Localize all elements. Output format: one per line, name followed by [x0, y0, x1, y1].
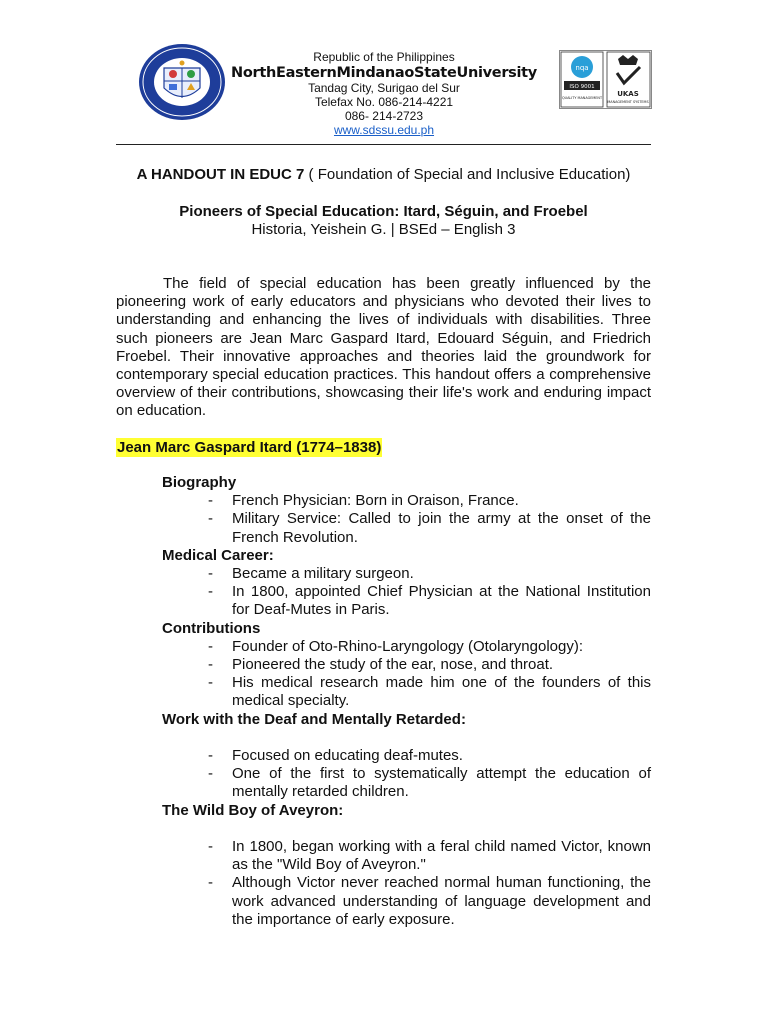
dash-bullet: - — [208, 492, 213, 510]
list-item — [162, 656, 651, 674]
list-item-text: Although Victor never reached normal human functioning, the work advanced understanding of language development and the importance of early exposure. — [232, 874, 651, 928]
dash-bullet: - — [208, 510, 213, 528]
cert-ukas-text: UKAS — [617, 90, 639, 98]
list-item-text: Focused on educating deaf-mutes. — [232, 747, 463, 765]
list-item-text: Founder of Oto-Rhino-Laryngology (Otolaryngology): — [232, 637, 584, 655]
handout-title-subject: ( Foundation of Special and Inclusive Education) — [304, 166, 631, 183]
university-seal-logo — [138, 43, 226, 121]
dash-bullet: - — [208, 656, 213, 674]
handout-title-bold: A HANDOUT IN EDUC 7 — [136, 166, 305, 183]
header-divider — [116, 144, 651, 145]
list-item-text: In 1800, began working with a feral child named Victor, known as the "Wild Boy of Aveyron." — [232, 838, 651, 874]
deaf-work-heading: Work with the Deaf and Mentally Retarded: — [162, 710, 466, 728]
header-country: Republic of the Philippines — [313, 50, 455, 64]
dash-bullet: - — [208, 637, 213, 655]
cert-nqa-text: nqa — [575, 64, 589, 72]
dash-bullet: - — [208, 565, 213, 583]
dash-bullet: - — [208, 583, 213, 601]
biography-list — [162, 492, 651, 547]
list-item — [162, 874, 651, 929]
list-item-text: Military Service: Called to join the army at the onset of the French Revolution. — [232, 510, 651, 546]
dash-bullet: - — [208, 874, 213, 892]
section-heading-itard: Jean Marc Gaspard Itard (1774–1838) — [117, 439, 382, 456]
list-item — [162, 583, 651, 619]
website-link[interactable]: www.sdssu.edu.ph — [333, 123, 435, 137]
list-item — [162, 838, 651, 874]
dash-bullet: - — [208, 747, 213, 765]
dash-bullet: - — [208, 765, 213, 783]
header-telefax-2: 086- 214-2723 — [344, 109, 424, 123]
handout-author: Historia, Yeishein G. | BSEd – English 3 — [251, 221, 516, 238]
list-item — [162, 638, 651, 656]
handout-topic: Pioneers of Special Education: Itard, Séguin, and Froebel — [179, 203, 588, 220]
wild-boy-heading: The Wild Boy of Aveyron: — [162, 801, 344, 819]
header-telefax: Telefax No. 086-214-4221 — [314, 95, 454, 109]
cert-quality-text: QUALITY MANAGEMENT — [561, 96, 603, 100]
list-item-text: In 1800, appointed Chief Physician at the National Institution for Deaf-Mutes in Paris. — [232, 583, 651, 619]
itard-outline — [162, 474, 651, 929]
medical-career-heading: Medical Career: — [162, 546, 274, 564]
list-item — [162, 765, 651, 801]
list-item — [162, 747, 651, 765]
list-item — [162, 674, 651, 710]
cert-iso-text: ISO 9001 — [569, 84, 595, 90]
list-item-text: French Physician: Born in Oraison, France. — [232, 492, 519, 510]
wild-boy-list — [162, 838, 651, 929]
handout-title — [116, 166, 651, 183]
list-item — [162, 510, 651, 546]
list-item-text: His medical research made him one of the founders of this medical specialty. — [232, 674, 651, 710]
list-item-text: Pioneered the study of the ear, nose, and throat. — [232, 656, 554, 674]
list-item-text: One of the first to systematically attempt the education of mentally retarded children. — [232, 765, 651, 801]
dash-bullet: - — [208, 838, 213, 856]
biography-heading: Biography — [162, 474, 237, 491]
list-item-text: Became a military surgeon. — [232, 565, 414, 583]
list-item — [162, 492, 651, 510]
certification-badges-logo — [559, 50, 652, 109]
university-name: NorthEasternMindanaoStateUniversity — [231, 65, 537, 81]
cert-mgmt-text: MANAGEMENT SYSTEMS — [607, 100, 649, 104]
medical-career-list — [162, 565, 651, 620]
contributions-heading: Contributions — [162, 619, 261, 637]
intro-paragraph: The field of special education has been greatly influenced by the pioneering work of early educators and physicians who devoted their lives to understanding and enhancing the lives of individuals with disabilities. Three such pioneers are Jean Marc Gaspard Itard, Edouard Séguin, and Friedrich Froebel. Their innovative approaches and theories laid the groundwork for contemporary special education practices. This handout offers a comprehensive overview of their contributions, showcasing their life's work and enduring impact on education. — [116, 275, 651, 420]
contributions-list — [162, 638, 651, 711]
list-item — [162, 565, 651, 583]
deaf-work-list — [162, 747, 651, 802]
dash-bullet: - — [208, 674, 213, 692]
header-address: Tandag City, Surigao del Sur — [308, 81, 460, 95]
